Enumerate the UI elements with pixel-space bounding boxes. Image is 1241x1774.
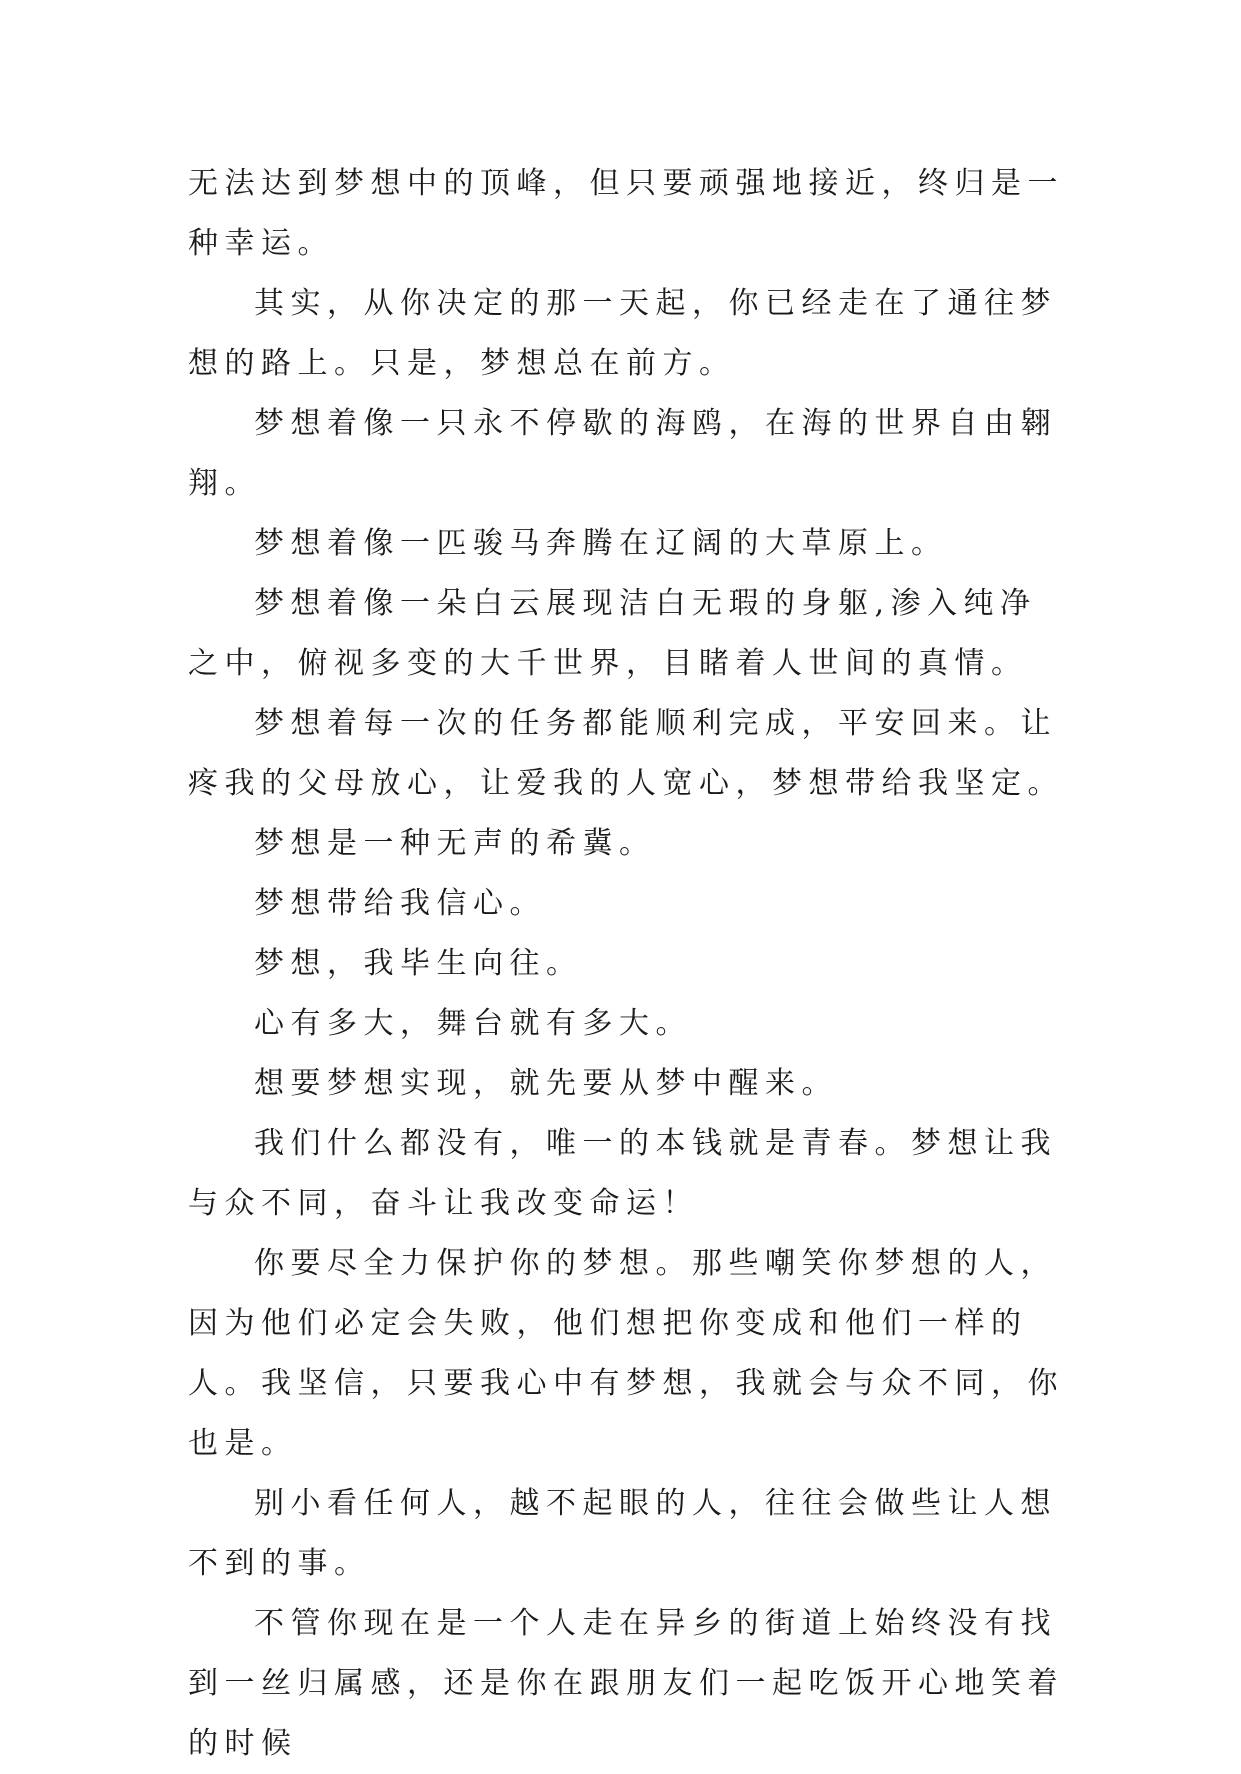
body-text	[188, 154, 1068, 1774]
paragraph: 梦想着每一次的任务都能顺利完成，平安回来。让疼我的父母放心，让爱我的人宽心，梦想带给我坚定。	[188, 706, 1064, 801]
paragraph: 梦想，我毕生向往。	[254, 946, 583, 981]
paragraph: 无法达到梦想中的顶峰，但只要顽强地接近，终归是一种幸运。	[188, 166, 1064, 261]
paragraph: 梦想着像一朵白云展现洁白无瑕的身躯,渗入纯净之中，俯视多变的大千世界，目睹着人世间的真情。	[188, 586, 1037, 681]
paragraph: 心有多大，舞台就有多大。	[254, 1006, 692, 1041]
paragraph: 梦想着像一只永不停歇的海鸥，在海的世界自由翱翔。	[188, 406, 1057, 501]
paragraph: 梦想是一种无声的希冀。	[254, 826, 656, 861]
paragraph: 别小看任何人，越不起眼的人，往往会做些让人想不到的事。	[188, 1486, 1057, 1581]
paragraph: 想要梦想实现，就先要从梦中醒来。	[254, 1066, 838, 1101]
paragraph: 我们什么都没有，唯一的本钱就是青春。梦想让我与众不同，奋斗让我改变命运！	[188, 1126, 1057, 1221]
paragraph: 梦想带给我信心。	[254, 886, 546, 921]
paragraph: 你要尽全力保护你的梦想。那些嘲笑你梦想的人，因为他们必定会失败，他们想把你变成和他们一样的人。我坚信，只要我心中有梦想，我就会与众不同，你也是。	[188, 1246, 1064, 1461]
paragraph: 不管你现在是一个人走在异乡的街道上始终没有找到一丝归属感，还是你在跟朋友们一起吃饭开心地笑着的时候	[188, 1606, 1064, 1761]
paragraph: 梦想着像一匹骏马奔腾在辽阔的大草原上。	[254, 526, 948, 561]
paragraph: 其实，从你决定的那一天起，你已经走在了通往梦想的路上。只是，梦想总在前方。	[188, 286, 1057, 381]
